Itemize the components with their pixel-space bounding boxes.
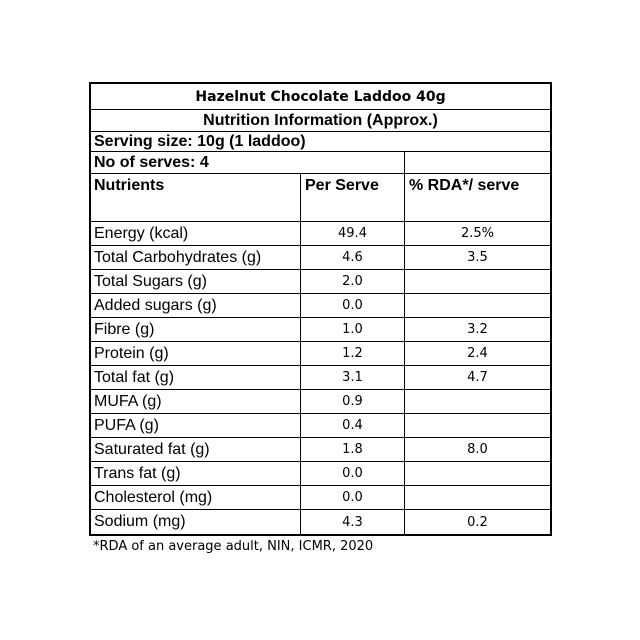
per-serve-value: 1.8 [301,438,405,461]
rda-value [405,462,550,485]
table-row [91,390,550,414]
per-serve-value: 0.4 [301,414,405,437]
per-serve-value: 0.0 [301,486,405,509]
nutrient-name: Fibre (g) [91,318,301,341]
nutrient-name: Cholesterol (mg) [91,486,301,509]
nutrient-name: MUFA (g) [91,390,301,413]
per-serve-value: 49.4 [301,222,405,245]
table-row [91,462,550,486]
per-serve-value: 4.6 [301,246,405,269]
rda-value: 3.5 [467,250,488,265]
nutrient-name: Total Sugars (g) [91,270,301,293]
rda-value: 3.2 [467,322,488,337]
rda-value [405,486,550,509]
nutrient-name: PUFA (g) [91,414,301,437]
table-row [91,486,550,510]
rda-value: 2.4 [467,346,488,361]
nutrient-name: Protein (g) [91,342,301,365]
no-of-serves: No of serves: 4 [91,152,405,173]
nutrient-name: Added sugars (g) [91,294,301,317]
per-serve-value: 4.3 [301,510,405,534]
rda-value: 4.7 [467,370,488,385]
rda-value [405,294,550,317]
table-row [91,318,550,342]
table-row [91,366,550,390]
section-title-row [91,110,550,132]
rda-value: 8.0 [467,442,488,457]
nutrient-name: Energy (kcal) [91,222,301,245]
per-serve-value: 0.9 [301,390,405,413]
table-row [91,342,550,366]
serves-empty-cell [405,152,550,173]
per-serve-value: 2.0 [301,270,405,293]
nutrient-name: Sodium (mg) [91,510,301,534]
table-header [91,174,550,222]
header-nutrients: Nutrients [91,174,301,221]
rda-value [405,414,550,437]
table-row [91,510,550,534]
rda-value: 2.5% [460,226,495,241]
per-serve-value: 1.2 [301,342,405,365]
per-serve-value: 0.0 [301,462,405,485]
table-row [91,414,550,438]
serving-size: Serving size: 10g (1 laddoo) [94,132,306,150]
rda-value [405,390,550,413]
nutrient-name: Total Carbohydrates (g) [91,246,301,269]
nutrient-name: Saturated fat (g) [91,438,301,461]
serves-row [91,152,550,174]
per-serve-value: 0.0 [301,294,405,317]
table-row [91,270,550,294]
rda-footnote: *RDA of an average adult, NIN, ICMR, 2020 [93,539,374,554]
nutrition-label [89,82,552,536]
product-title: Hazelnut Chocolate Laddoo 40g [195,88,446,105]
nutrient-name: Trans fat (g) [91,462,301,485]
rda-value: 0.2 [467,514,488,530]
table-row [91,222,550,246]
nutrient-rows [91,222,550,534]
section-title: Nutrition Information (Approx.) [203,111,438,129]
table-row [91,246,550,270]
product-title-row [91,84,550,110]
table-row [91,294,550,318]
serving-size-row [91,132,550,152]
nutrient-name: Total fat (g) [91,366,301,389]
per-serve-value: 1.0 [301,318,405,341]
header-per-serve: Per Serve [301,174,405,221]
rda-value [405,270,550,293]
header-rda: % RDA*/ serve [409,177,520,194]
per-serve-value: 3.1 [301,366,405,389]
table-row [91,438,550,462]
